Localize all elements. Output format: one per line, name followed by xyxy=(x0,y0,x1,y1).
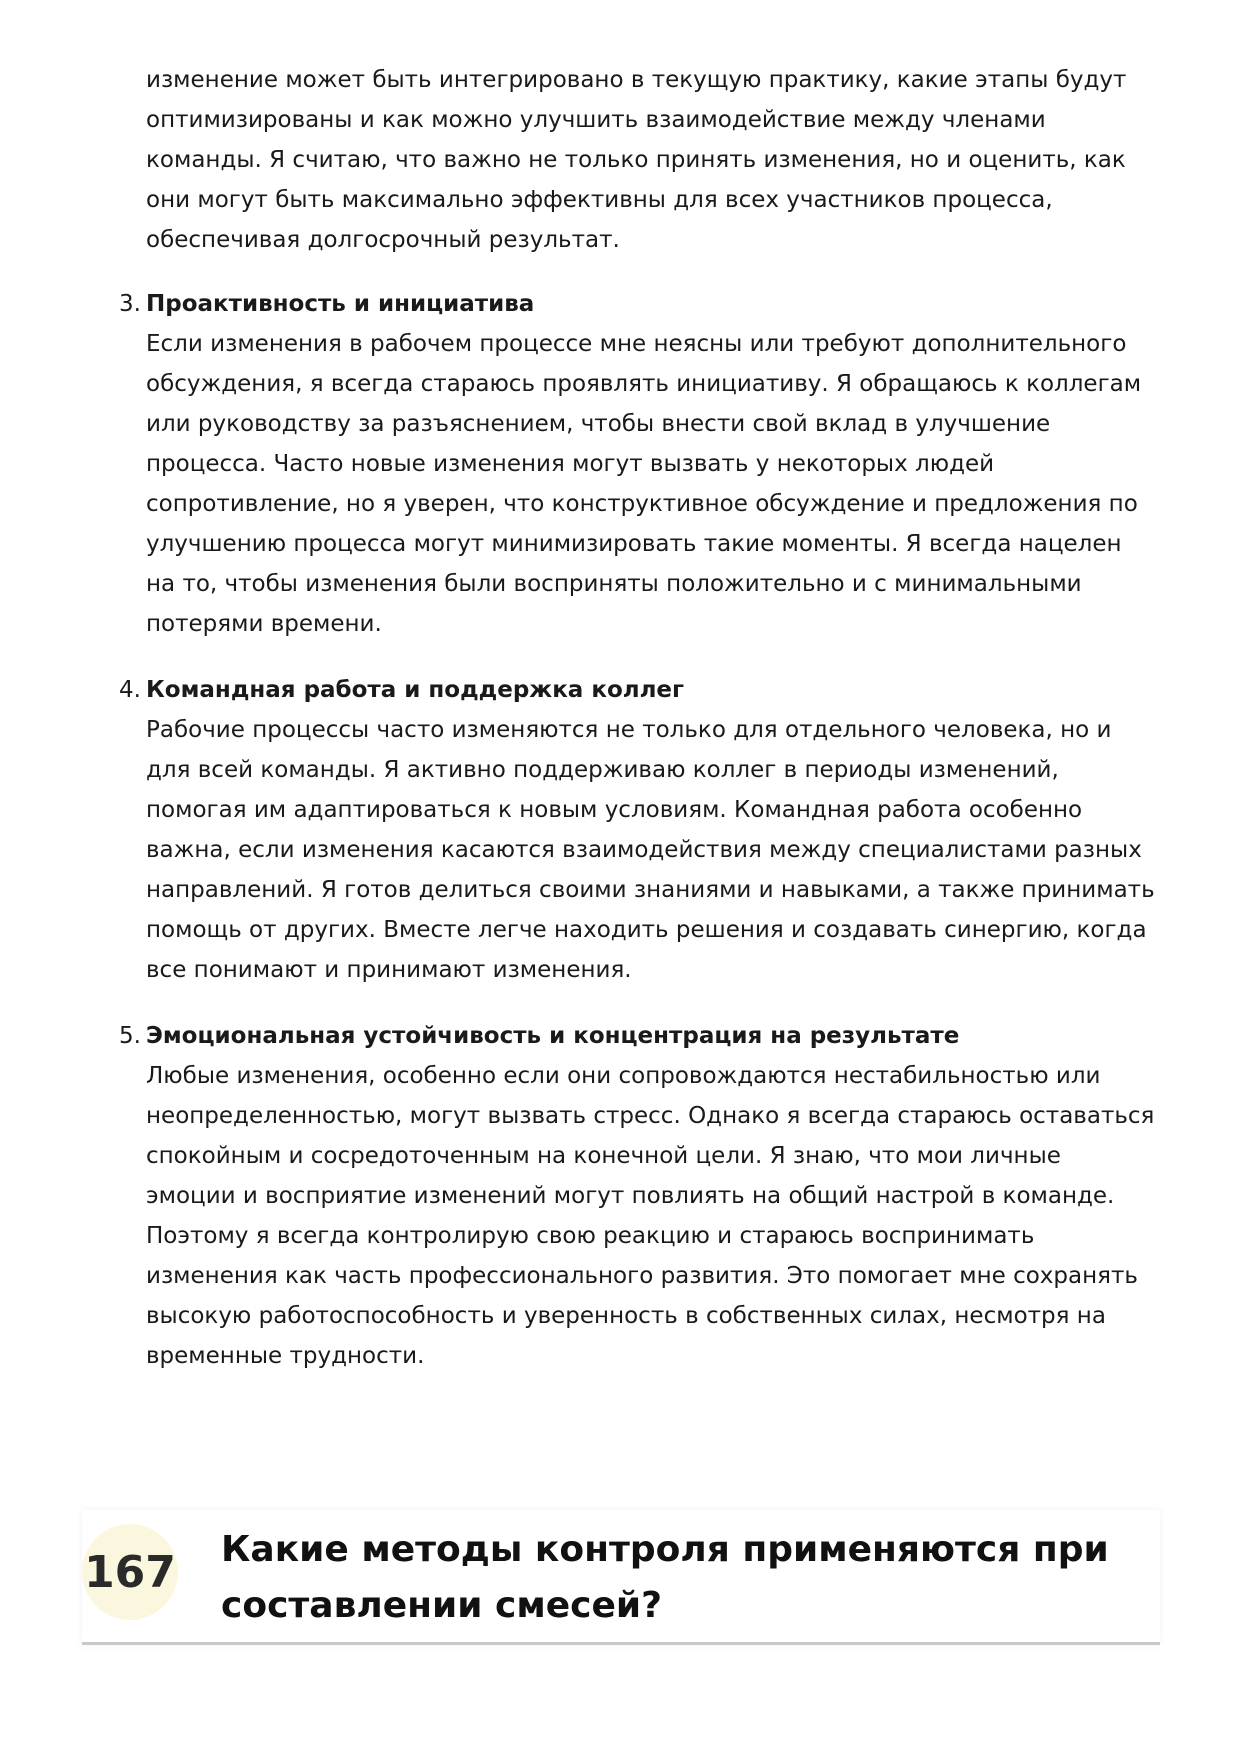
list-item-number: 4. xyxy=(119,677,141,703)
continuation-paragraph: изменение может быть интегрировано в текущую практику, какие этапы будут оптимизированы и как можно улучшить взаимодействие между членами команды. Я считаю, что важно не только принять изменения, но и оценить, как они могут быть максимально эффективны для всех участников процесса, обеспечивая долгосрочный результат. xyxy=(146,67,1127,253)
list-item xyxy=(119,284,1156,644)
numbered-list xyxy=(119,284,1156,1402)
list-item xyxy=(119,670,1156,990)
question-header xyxy=(82,1510,1160,1645)
list-item xyxy=(119,1016,1156,1376)
list-item-text: Любые изменения, особенно если они сопровождаются нестабильностью или неопределенностью, могут вызвать стресс. Однако я всегда стараюсь оставаться спокойным и сосредоточенным на конечной цели. Я знаю, что мои личные эмоции и восприятие изменений могут повлиять на общий настрой в команде. Поэтому я всегда контролирую свою реакцию и стараюсь воспринимать изменения как часть профессионального развития. Это помогает мне сохранять высокую работоспособность и уверенность в собственных силах, несмотря на временные трудности. xyxy=(146,1063,1155,1369)
list-item-text: Если изменения в рабочем процессе мне неясны или требуют дополнительного обсуждения, я всегда стараюсь проявлять инициативу. Я обращаюсь к коллегам или руководству за разъяснением, чтобы внести свой вклад в улучшение процесса. Часто новые изменения могут вызвать у некоторых людей сопротивление, но я уверен, что конструктивное обсуждение и предложения по улучшению процесса могут минимизировать такие моменты. Я всегда нацелен на то, чтобы изменения были восприняты положительно и с минимальными потерями времени. xyxy=(146,331,1142,637)
list-item-title: Проактивность и инициатива xyxy=(146,291,535,317)
list-item-number: 5. xyxy=(119,1023,141,1049)
list-item-number: 3. xyxy=(119,291,141,317)
question-title: Какие методы контроля применяются при составлении смесей? xyxy=(221,1529,1109,1626)
list-item-title: Эмоциональная устойчивость и концентрация на результате xyxy=(146,1023,960,1049)
question-number-badge: 167 xyxy=(82,1524,178,1620)
list-item-text: Рабочие процессы часто изменяются не только для отдельного человека, но и для всей команды. Я активно поддерживаю коллег в периоды изменений, помогая им адаптироваться к новым условиям. Командная работа особенно важна, если изменения касаются взаимодействия между специалистами разных направлений. Я готов делиться своими знаниями и навыками, а также принимать помощь от других. Вместе легче находить решения и создавать синергию, когда все понимают и принимают изменения. xyxy=(146,717,1155,983)
list-item-title: Командная работа и поддержка коллег xyxy=(146,677,685,703)
